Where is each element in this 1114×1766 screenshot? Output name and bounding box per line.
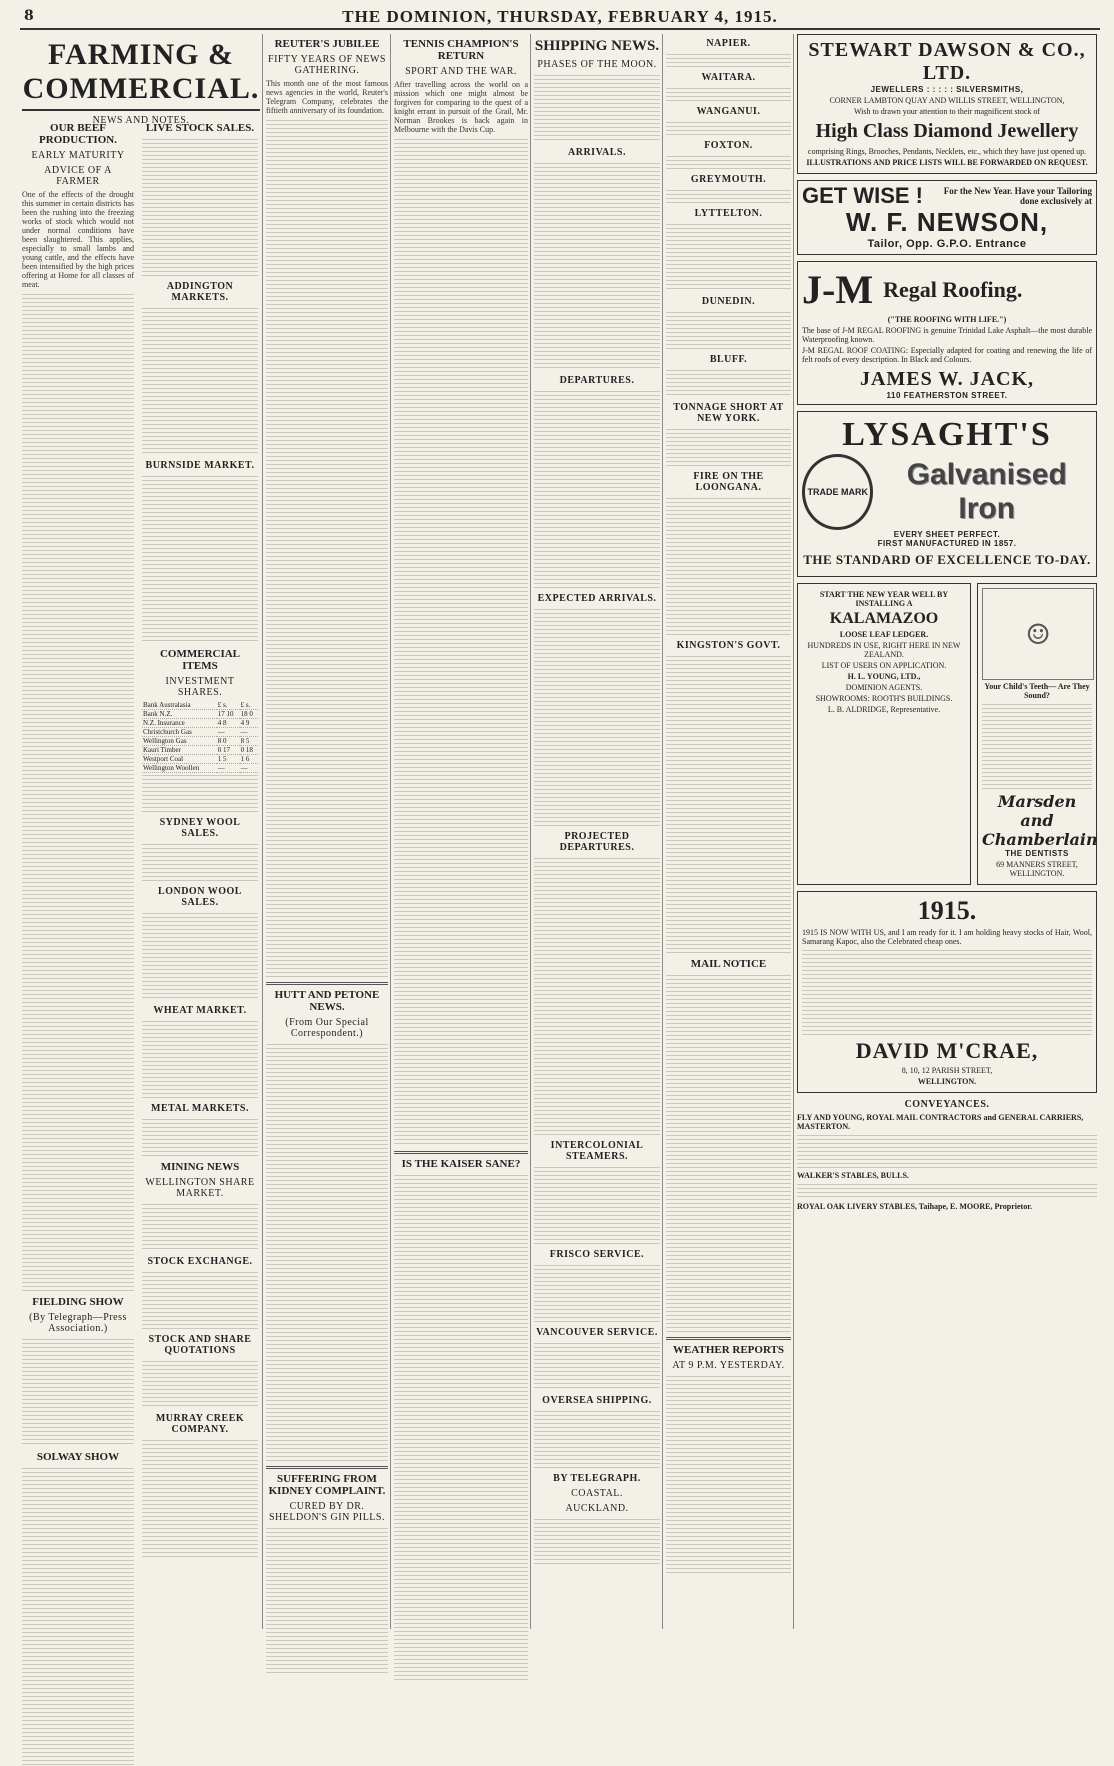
article-body (666, 120, 791, 136)
article-body (534, 1165, 660, 1245)
article-title: EXPECTED ARRIVALS. (537, 593, 657, 604)
article-text: This month one of the most famous news agencies in the world, Reuter's Telegram Company, celebrates the fiftieth anniversary of its foundation. (266, 79, 388, 115)
article-body (142, 1438, 258, 1558)
share-cell: 17 10 (217, 710, 240, 719)
article-title: FIELDING SHOW (32, 1296, 124, 1308)
ad-body (802, 948, 1092, 1038)
ad-question: Your Child's Teeth— Are They Sound? (984, 682, 1090, 700)
ad-text: HUNDREDS IN USE, RIGHT HERE IN NEW ZEALAND. (807, 641, 961, 659)
article-title: MURRAY CREEK COMPANY. (155, 1413, 245, 1435)
section-title: CONVEYANCES. (904, 1099, 990, 1110)
ad-text: LIST OF USERS ON APPLICATION. (821, 661, 947, 670)
article-title: STOCK EXCHANGE. (147, 1256, 253, 1267)
share-cell: Kauri Timber (142, 746, 217, 755)
article-body (22, 292, 134, 1292)
article-body (22, 1337, 134, 1447)
ad-text: FIRST MANUFACTURED IN 1857. (877, 539, 1017, 548)
article-title: SHIPPING NEWS. (534, 38, 660, 54)
article-title: PROJECTED DEPARTURES. (559, 831, 635, 853)
article-subtitle: COASTAL. (571, 1488, 623, 1499)
article-body (666, 496, 791, 636)
share-row (142, 764, 258, 773)
share-cell: N.Z. Insurance (142, 719, 217, 728)
article-body (666, 188, 791, 204)
article-title: BY TELEGRAPH. (553, 1473, 641, 1484)
ad-name: JAMES W. JACK, (859, 368, 1035, 390)
column-2 (142, 118, 258, 1628)
article-body (534, 161, 660, 371)
article-subtitle: EARLY MATURITY (31, 150, 125, 161)
ad-name: Marsden and Chamberlain (982, 792, 1098, 849)
article-body (534, 73, 660, 143)
share-cell: — (217, 764, 240, 773)
article-body (534, 607, 660, 827)
ad-address: 8, 10, 12 PARISH STREET, (901, 1066, 993, 1075)
share-cell: 0 18 (240, 746, 258, 755)
jm-logo: J-M (802, 267, 874, 312)
article-body (22, 1466, 134, 1766)
kalamazoo-ad (797, 583, 971, 885)
share-cell: — (240, 764, 258, 773)
share-cell: 1 6 (240, 755, 258, 764)
article-body (266, 1042, 388, 1462)
article-title: MINING NEWS (160, 1161, 240, 1173)
column-rule (262, 34, 263, 1629)
article-title: BLUFF. (709, 354, 748, 365)
ad-address: 110 FEATHERSTON STREET. (886, 391, 1008, 400)
section-title: FARMING & COMMERCIAL. (22, 38, 260, 111)
share-cell: 4 9 (240, 719, 258, 728)
ad-text: SHOWROOMS: ROOTH'S BUILDINGS. (815, 694, 953, 703)
article-body (666, 654, 791, 954)
article-body (666, 427, 791, 467)
article-body (394, 137, 528, 1147)
share-row (142, 728, 258, 737)
ad-title: 1915. (917, 896, 977, 925)
ad-city: WELLINGTON. (917, 1077, 977, 1086)
share-cell: Bank N.Z. (142, 710, 217, 719)
share-cell: — (217, 728, 240, 737)
divider (266, 982, 388, 985)
article-body (142, 1270, 258, 1330)
article-subtitle: (By Telegraph—Press Association.) (29, 1312, 127, 1334)
article-title: TONNAGE SHORT AT NEW YORK. (673, 402, 784, 424)
ad-text: For the New Year. Have your Tailoring done exclusively at (943, 186, 1092, 206)
article-body (666, 222, 791, 292)
article-text: After travelling across the world on a mission which one might almost be forgiven for comparing to the quest of a knight errant in pursuit of the Grail, Mr. Norman Brookes is back again in Melbourne with the Davis Cup. (394, 80, 528, 134)
ad-text: ROYAL OAK LIVERY STABLES, Taihape, E. MOORE, Proprietor. (797, 1202, 1033, 1211)
share-row (142, 710, 258, 719)
article-title: LIVE STOCK SALES. (145, 122, 255, 134)
ad-feature: High Class Diamond Jewellery (815, 120, 1079, 142)
article-title: ADDINGTON MARKETS. (166, 281, 234, 303)
article-title: MAIL NOTICE (690, 958, 767, 970)
article-title: REUTER'S JUBILEE (274, 38, 380, 50)
article-title: COMMERCIAL ITEMS (159, 648, 241, 672)
share-cell: — (240, 728, 258, 737)
article-title: OVERSEA SHIPPING. (542, 1395, 652, 1406)
article-title: DEPARTURES. (559, 375, 635, 386)
column-rule (530, 34, 531, 1629)
article-title: TENNIS CHAMPION'S RETURN (403, 38, 519, 62)
article-body (666, 52, 791, 68)
article-body (266, 118, 388, 978)
ad-text: ILLUSTRATIONS AND PRICE LISTS WILL BE FORWARDED ON REQUEST. (806, 158, 1088, 167)
article-subtitle: ADVICE OF A FARMER (44, 165, 112, 187)
article-title: IS THE KAISER SANE? (401, 1158, 521, 1170)
article-title: WHEAT MARKET. (153, 1005, 247, 1016)
newson-tailor-ad (797, 180, 1097, 255)
article-title: SYDNEY WOOL SALES. (159, 817, 241, 839)
ad-address: 69 MANNERS STREET, WELLINGTON. (996, 860, 1078, 878)
ad-text: Wish to drawn your attention to their magnificent stock of (853, 107, 1041, 116)
share-cell: Westport Coal (142, 755, 217, 764)
kalamazoo-and-dentist-ads (797, 583, 1097, 885)
ad-text: DOMINION AGENTS. (845, 683, 923, 692)
article-title: FIRE ON THE LOONGANA. (693, 471, 764, 493)
page-number: 8 (24, 8, 34, 24)
article-title: INTERCOLONIAL STEAMERS. (550, 1140, 644, 1162)
article-body (666, 310, 791, 350)
article-body (534, 389, 660, 589)
share-table (142, 701, 258, 773)
article-body (534, 1341, 660, 1391)
ad-text: 1915 IS NOW WITH US, and I am ready for it. I am holding heavy stocks of Hair, Wool, Samarang Kapoc, also the Celebrated cheap ones. (802, 928, 1092, 946)
ad-title: Regal Roofing. (883, 276, 1023, 302)
share-row (142, 755, 258, 764)
article-title: OUR BEEF PRODUCTION. (39, 122, 117, 146)
article-title: NAPIER. (706, 38, 751, 49)
ad-text: J-M REGAL ROOF COATING: Especially adapted for coating and renewing the life of felt roofs of every description. In Black and Colours. (802, 346, 1092, 364)
farming-header (22, 34, 260, 126)
share-row (142, 701, 258, 710)
divider (394, 1151, 528, 1154)
ad-title: STEWART DAWSON & CO., LTD. (808, 39, 1086, 84)
article-title: SUFFERING FROM KIDNEY COMPLAINT. (268, 1473, 386, 1497)
ad-tag: Tailor, Opp. G.P.O. Entrance (867, 238, 1027, 250)
article-title: FRISCO SERVICE. (549, 1249, 645, 1260)
share-cell: Bank Australasia (142, 701, 217, 710)
article-title: WEATHER REPORTS (673, 1344, 784, 1356)
article-subtitle: SPORT AND THE WAR. (405, 66, 517, 77)
ad-text: L. B. ALDRIDGE, Representative. (827, 705, 941, 714)
article-body (266, 1526, 388, 1676)
article-body (534, 856, 660, 1136)
column-rule (390, 34, 391, 1629)
ad-agent: H. L. YOUNG, LTD., (847, 672, 921, 681)
ad-title: GET WISE ! (802, 183, 923, 208)
share-cell: 4 8 (217, 719, 240, 728)
article-body (534, 1263, 660, 1323)
divider (666, 1337, 791, 1340)
ad-text: The base of J-M REGAL ROOFING is genuine Trinidad Lake Asphalt—the most durable Waterproofing known. (802, 326, 1092, 344)
column-rule (793, 34, 794, 1629)
article-subtitle: AT 9 P.M. YESTERDAY. (672, 1360, 785, 1371)
lysaght-ad (797, 411, 1097, 577)
article-body (142, 773, 258, 813)
article-body (142, 1202, 258, 1252)
mccrae-ad (797, 891, 1097, 1093)
article-body (394, 1173, 528, 1683)
advertisements-column (797, 34, 1097, 1629)
trade-mark-seal: TRADE MARK (802, 454, 873, 530)
article-body (666, 368, 791, 398)
article-title: KINGSTON'S GOVT. (676, 640, 781, 651)
ad-name: DAVID M'CRAE, (855, 1038, 1039, 1063)
article-title: VANCOUVER SERVICE. (536, 1327, 658, 1338)
share-cell: 18 0 (240, 710, 258, 719)
article-subtitle: PHASES OF THE MOON. (537, 59, 657, 70)
article-text: One of the effects of the drought this summer in certain districts has been the rushing into the freezing works of stock which would not under normal conditions have been slaughtered. This applies, especially to small lambs and young cattle, and the effects have been intensified by the high prices offering at Home for all classes of meat. (22, 190, 134, 289)
column-1 (22, 118, 134, 1628)
ad-slogan: THE STANDARD OF EXCELLENCE TO-DAY. (803, 552, 1091, 567)
share-cell: £ s. (217, 701, 240, 710)
article-subtitle: FIFTY YEARS OF NEWS GATHERING. (268, 54, 386, 76)
article-subtitle: CURED BY DR. SHELDON'S GIN PILLS. (269, 1501, 385, 1523)
column-4 (394, 34, 528, 1629)
article-title: ARRIVALS. (568, 147, 626, 158)
masthead-title: THE DOMINION, THURSDAY, FEBRUARY 4, 1915. (342, 7, 778, 26)
article-title: HUTT AND PETONE NEWS. (274, 989, 380, 1013)
ad-name: W. F. NEWSON, (845, 207, 1049, 237)
share-cell: £ s. (240, 701, 258, 710)
jm-roofing-ad (797, 261, 1097, 405)
article-subtitle: AUCKLAND. (565, 1503, 629, 1514)
article-body (142, 842, 258, 882)
ad-text: FLY AND YOUNG, ROYAL MAIL CONTRACTORS and GENERAL CARRIERS, MASTERTON. (797, 1113, 1084, 1131)
ad-body (982, 702, 1092, 792)
column-5 (534, 34, 660, 1629)
news-notes-header: NEWS AND NOTES. (92, 115, 190, 126)
article-body (142, 474, 258, 644)
article-body (142, 137, 258, 277)
article-title: WAITARA. (701, 72, 756, 83)
share-cell: 8 0 (217, 737, 240, 746)
column-rule (662, 34, 663, 1629)
ad-text: START THE NEW YEAR WELL BY INSTALLING A (819, 590, 949, 608)
article-subtitle: WELLINGTON SHARE MARKET. (145, 1177, 255, 1199)
divider (266, 1466, 388, 1469)
share-row (142, 719, 258, 728)
article-body (142, 1359, 258, 1409)
article-title: GREYMOUTH. (690, 174, 767, 185)
article-title: DUNEDIN. (701, 296, 756, 307)
article-body (142, 1019, 258, 1099)
article-body (142, 1117, 258, 1157)
article-title: METAL MARKETS. (151, 1103, 249, 1114)
share-row (142, 746, 258, 755)
article-body (666, 1374, 791, 1574)
share-cell: Christchurch Gas (142, 728, 217, 737)
ad-line: JEWELLERS : : : : : SILVERSMITHS, (870, 85, 1024, 94)
ad-text: comprising Rings, Brooches, Pendants, Necklets, etc., which they have just opened up. (807, 147, 1087, 156)
ad-text: EVERY SHEET PERFECT. (893, 530, 1001, 539)
ad-text: WALKER'S STABLES, BULLS. (797, 1171, 909, 1180)
article-title: LYTTELTON. (694, 208, 763, 219)
article-body (142, 306, 258, 456)
ad-body (797, 1133, 1097, 1169)
article-subtitle: INVESTMENT SHARES. (165, 676, 235, 698)
ad-tag: ("THE ROOFING WITH LIFE.") (887, 315, 1007, 324)
article-subtitle: (From Our Special Correspondent.) (285, 1017, 369, 1039)
article-body (666, 973, 791, 1333)
column-6 (666, 34, 791, 1629)
ad-title: KALAMAZOO (829, 610, 939, 627)
article-body (534, 1517, 660, 1567)
article-body (666, 154, 791, 170)
share-cell: Wellington Gas (142, 737, 217, 746)
ad-text: THE DENTISTS (1005, 849, 1069, 858)
ad-product: Galvanised Iron (906, 458, 1067, 525)
article-title: SOLWAY SHOW (36, 1451, 120, 1463)
ad-body (797, 1182, 1097, 1200)
share-row (142, 737, 258, 746)
article-body (666, 86, 791, 102)
child-face-illustration: ☺ (982, 588, 1094, 680)
ad-product: LOOSE LEAF LEDGER. (839, 630, 929, 639)
article-title: FOXTON. (704, 140, 753, 151)
ad-address: CORNER LAMBTON QUAY AND WILLIS STREET, WELLINGTON, (829, 96, 1065, 105)
article-title: WANGANUI. (696, 106, 761, 117)
share-cell: 0 17 (217, 746, 240, 755)
article-title: LONDON WOOL SALES. (158, 886, 242, 908)
share-cell: 8 5 (240, 737, 258, 746)
article-body (142, 911, 258, 1001)
article-body (534, 1409, 660, 1469)
stewart-dawson-ad (797, 34, 1097, 174)
share-cell: 1 5 (217, 755, 240, 764)
masthead (20, 6, 1100, 30)
dentist-ad (977, 583, 1097, 885)
column-3 (266, 34, 388, 1629)
article-title: STOCK AND SHARE QUOTATIONS (148, 1334, 252, 1356)
article-title: BURNSIDE MARKET. (145, 460, 255, 471)
share-cell: Wellington Woollen (142, 764, 217, 773)
ad-title: LYSAGHT'S (842, 416, 1052, 453)
